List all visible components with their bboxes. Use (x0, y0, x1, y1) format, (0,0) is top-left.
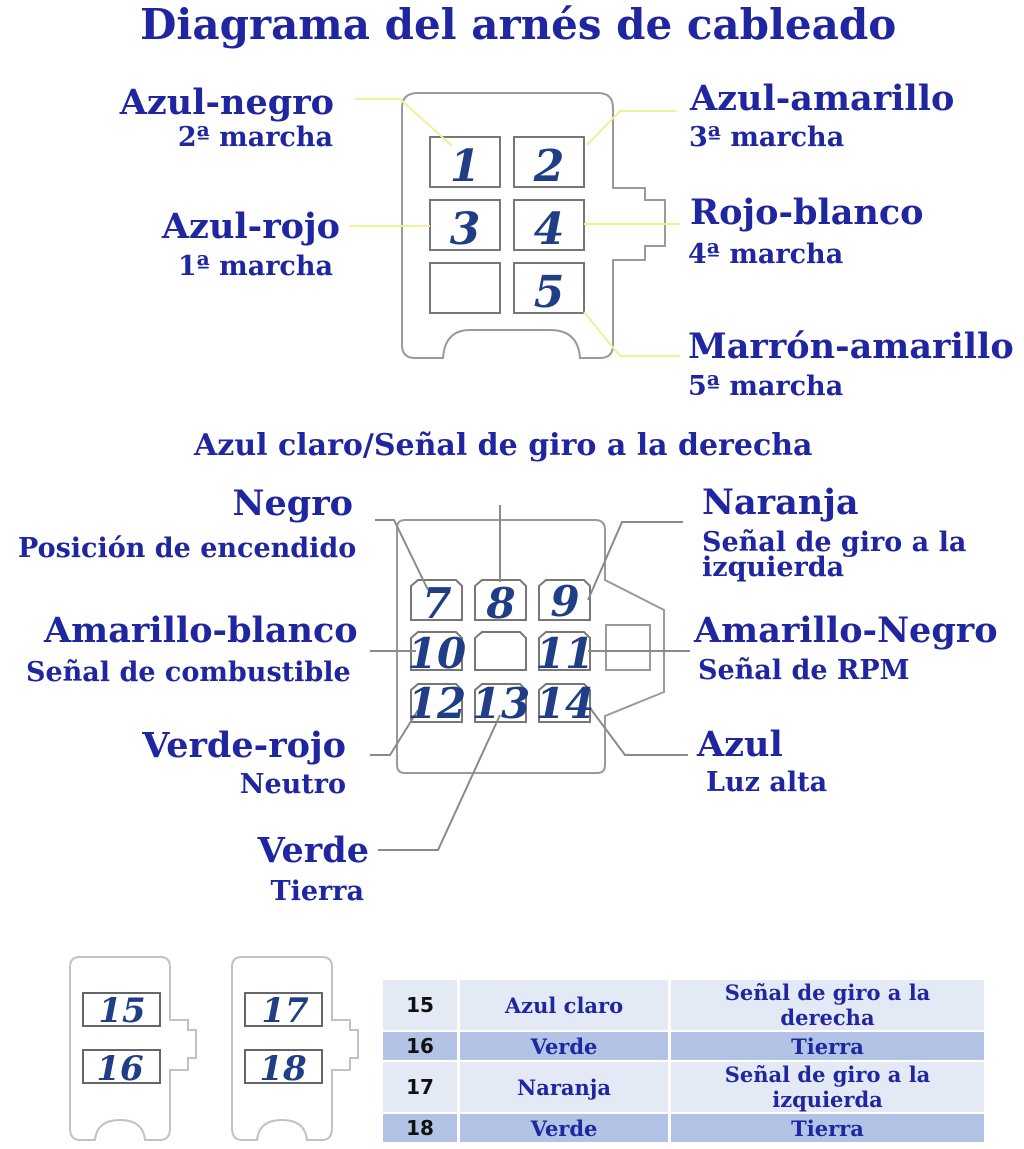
legend-function: Tierra (671, 1032, 984, 1060)
label-color-12: Verde-rojo (142, 725, 346, 766)
pin-number-16: 16 (96, 1049, 144, 1089)
pin-number-12: 12 (407, 679, 467, 728)
label-function-1: 2ª marcha (177, 122, 333, 153)
pin-number-14: 14 (535, 679, 595, 728)
label-function-14: Luz alta (706, 767, 828, 798)
label-function-3: 1ª marcha (177, 251, 333, 282)
label-color-14: Azul (697, 724, 783, 765)
label-function-9-line2: izquierda (702, 552, 845, 583)
page-title: Diagrama del arnés de cableado (140, 0, 897, 49)
legend-color: Naranja (460, 1062, 668, 1112)
pin-number-9: 9 (550, 577, 580, 626)
legend-pin: 17 (383, 1062, 457, 1112)
pin-number-11: 11 (535, 629, 595, 678)
label-color-4: Rojo-blanco (690, 192, 924, 233)
pin-number-17: 17 (261, 991, 309, 1031)
label-function-13: Tierra (270, 876, 364, 907)
table-row (383, 1032, 984, 1060)
pin-number-18: 18 (259, 1049, 307, 1089)
pin-legend-table (380, 978, 987, 1144)
legend-pin: 15 (383, 980, 457, 1030)
label-color-3: Azul-rojo (161, 206, 340, 247)
pin-number-8: 8 (486, 579, 516, 628)
pin-cell-empty-mid (475, 632, 526, 670)
pin-number-15: 15 (98, 991, 146, 1031)
middle-side-window (606, 625, 650, 670)
middle-heading: Azul claro/Señal de giro a la derecha (194, 428, 813, 463)
label-color-11: Amarillo-Negro (694, 610, 998, 651)
pin-number-3: 3 (449, 204, 481, 255)
label-function-11: Señal de RPM (698, 655, 910, 686)
table-row (383, 980, 984, 1030)
label-function-5: 5ª marcha (688, 371, 844, 402)
label-color-5: Marrón-amarillo (688, 326, 1014, 367)
legend-pin: 16 (383, 1032, 457, 1060)
pin-number-2: 2 (533, 141, 565, 192)
table-row (383, 1114, 984, 1142)
leader-line-2 (587, 111, 676, 145)
pin-cell-empty (430, 263, 500, 313)
label-color-2: Azul-amarillo (690, 78, 955, 119)
legend-function: Tierra (671, 1114, 984, 1142)
pin-number-1: 1 (449, 141, 481, 192)
label-color-1: Azul-negro (119, 82, 334, 123)
pin-number-13: 13 (471, 679, 531, 728)
label-function-7: Posición de encendido (18, 533, 357, 564)
pin-number-5: 5 (533, 267, 565, 318)
legend-color: Verde (460, 1114, 668, 1142)
label-function-10: Señal de combustible (26, 657, 351, 688)
label-function-12: Neutro (239, 769, 346, 800)
leader-line-5 (584, 312, 680, 356)
legend-function: Señal de giro a la izquierda (671, 1062, 984, 1112)
pin-number-10: 10 (407, 629, 467, 678)
legend-function: Señal de giro a la derecha (671, 980, 984, 1030)
label-color-10: Amarillo-blanco (44, 610, 358, 651)
legend-color: Azul claro (460, 980, 668, 1030)
label-color-13: Verde (257, 830, 369, 871)
label-color-9: Naranja (702, 482, 859, 523)
legend-pin: 18 (383, 1114, 457, 1142)
label-function-4: 4ª marcha (688, 239, 844, 270)
label-function-9-line1: Señal de giro a la (702, 527, 967, 558)
pin-number-7: 7 (422, 579, 452, 628)
legend-color: Verde (460, 1032, 668, 1060)
pin-number-4: 4 (533, 204, 565, 255)
leader-line-9 (588, 522, 683, 600)
label-function-2b: 3ª marcha (689, 122, 845, 153)
label-color-7: Negro (232, 483, 353, 524)
table-row (383, 1062, 984, 1112)
